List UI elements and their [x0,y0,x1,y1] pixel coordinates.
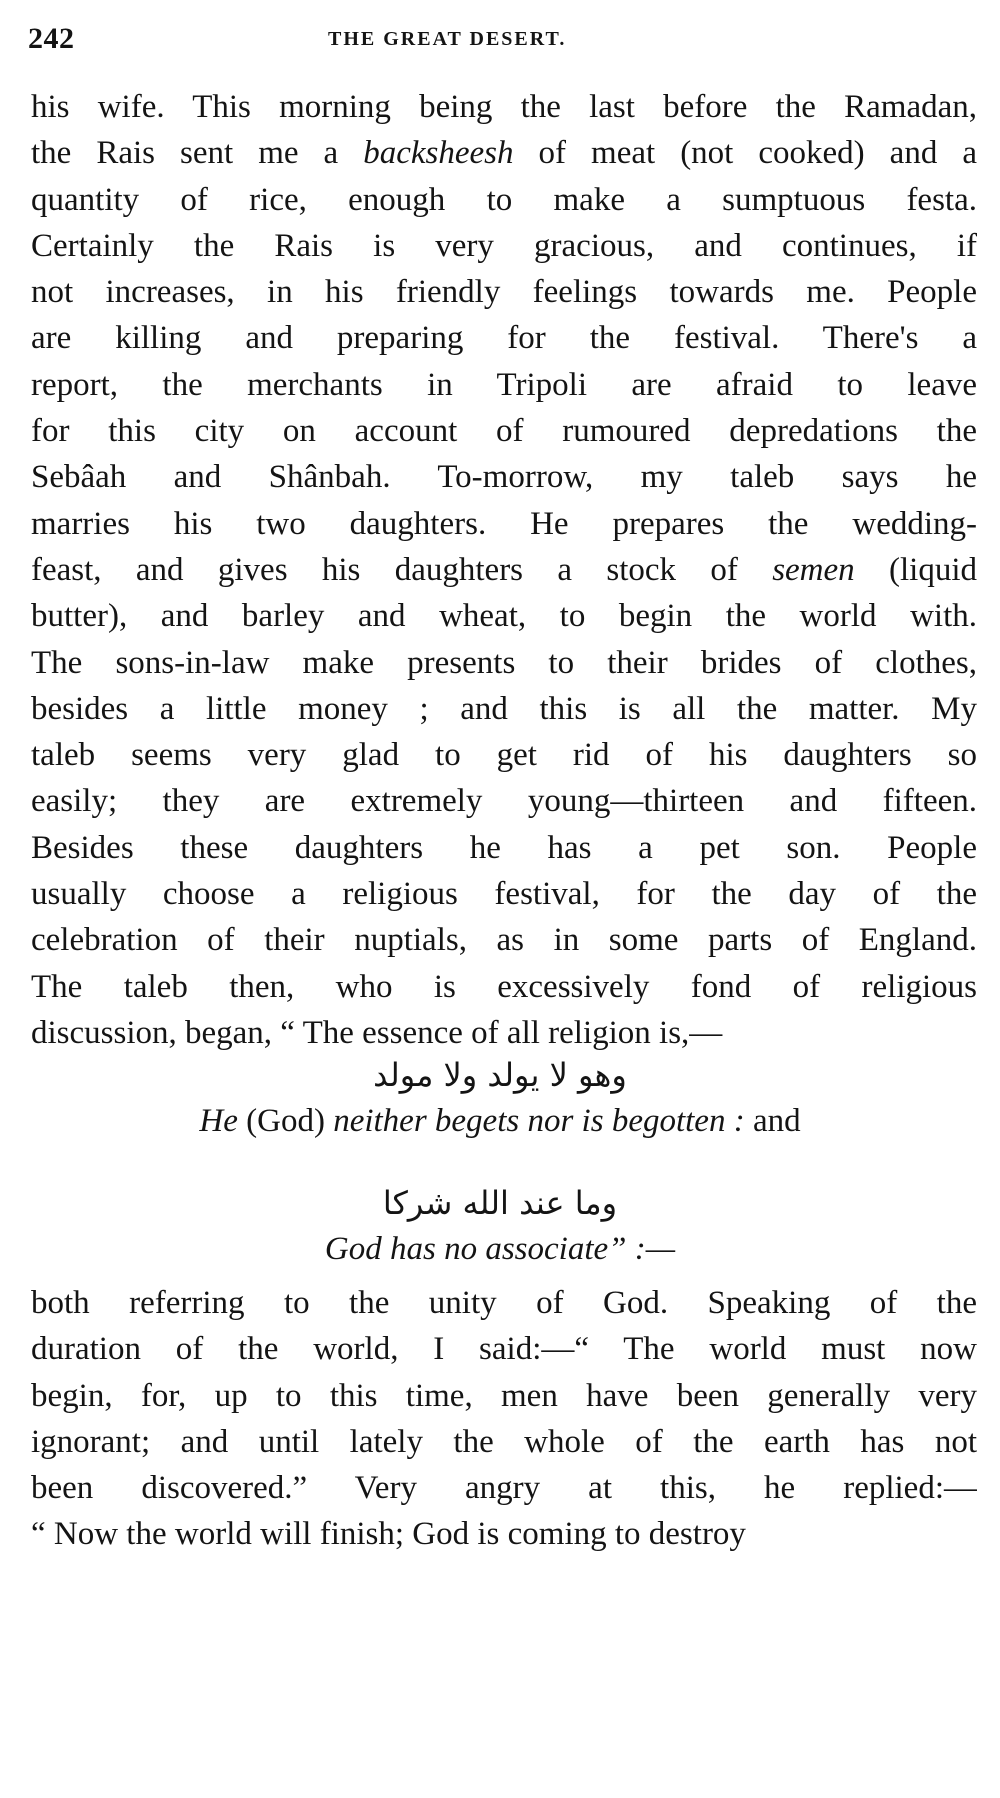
translation-quote-1-and: and [744,1103,801,1139]
quote-2 [0,1180,1000,1272]
text-line-segment: (liquid [854,551,977,588]
text-line [31,501,977,547]
text-line [31,223,977,269]
text-line-segment: both referring to the unity of God. Speaking of the [31,1285,977,1321]
text-line [31,408,977,454]
text-line [31,315,977,361]
text-line-segment: for this city on account of rumoured depredations the [31,413,977,450]
arabic-quote-1: وهو لا يولد ولا مولد [373,1056,627,1094]
text-line-segment: Certainly the Rais is very gracious, and continues, if [31,227,977,264]
text-line-segment: of meat (not cooked) and a [513,135,977,172]
text-line-segment: taleb seems very glad to get rid of his daughters so [31,737,977,774]
translation-quote-2 [0,1226,1000,1272]
translation-quote-1 [0,1098,1000,1144]
running-title: THE GREAT DESERT. [328,28,567,50]
text-line-segment: besides a little money ; and this is all the matter. My [31,690,977,727]
text-line-segment: easily; they are extremely young—thirteen and fifteen. [31,783,977,820]
text-line [31,1280,977,1326]
text-line [31,871,977,917]
paragraph-1 [31,84,977,1056]
text-line-segment: The sons-in-law make presents to their brides of clothes, [31,644,977,681]
italic-term: semen [772,551,855,588]
text-line-segment: feast, and gives his daughters a stock of [31,551,773,588]
text-line [31,454,977,500]
text-line [31,686,977,732]
arabic-quote-2: وما عند الله شركا [382,1184,618,1222]
paragraph-2 [31,1280,977,1558]
page-number: 242 [28,22,75,55]
text-line-segment: marries his two daughters. He prepares the wedding- [31,505,977,542]
text-line [31,732,977,778]
text-line [31,1465,977,1511]
text-line [31,778,977,824]
translation-quote-1-main: neither begets nor is begotten : [333,1103,745,1139]
text-line [31,547,977,593]
text-line-segment: butter), and barley and wheat, to begin the world with. [31,598,977,635]
running-head [28,22,948,62]
text-line [31,177,977,223]
translation-quote-2-main: God has no associate” :— [324,1231,676,1267]
quote-1 [0,1052,1000,1144]
text-line-segment: The taleb then, who is excessively fond of religious [31,968,977,1005]
text-line-segment: ignorant; and until lately the whole of the earth has not [31,1423,977,1460]
text-line [31,1419,977,1465]
text-line-segment: been discovered.” Very angry at this, he replied:— [31,1470,977,1507]
text-line [31,1373,977,1419]
text-line-segment: not increases, in his friendly feelings towards me. People [31,274,977,311]
translation-quote-1-he: He [199,1103,238,1139]
text-line-segment: quantity of rice, enough to make a sumptuous festa. [31,181,977,218]
text-line [31,1326,977,1372]
text-line [31,640,977,686]
translation-quote-1-god: (God) [237,1103,334,1139]
text-line-segment: report, the merchants in Tripoli are afraid to leave [31,366,977,403]
text-line-segment: Sebâah and Shânbah. To-morrow, my taleb says he [31,459,977,496]
text-line [31,1511,977,1557]
text-line [31,269,977,315]
text-line [31,362,977,408]
text-line [31,964,977,1010]
italic-term: backsheesh [363,135,514,172]
text-line [31,825,977,871]
text-line-segment: are killing and preparing for the festival. There's a [31,320,977,357]
text-line-segment: his wife. This morning being the last before the Ramadan, [31,89,977,125]
text-line-segment: “ Now the world will finish; God is coming to destroy [31,1516,746,1553]
text-line-segment: the Rais sent me a [31,135,364,172]
text-line [31,917,977,963]
text-line [31,593,977,639]
text-line-segment: Besides these daughters he has a pet son. People [31,829,977,866]
text-line [31,130,977,176]
text-line-segment: begin, for, up to this time, men have been generally very [31,1377,977,1414]
text-line [31,1010,977,1056]
text-line-segment: usually choose a religious festival, for the day of the [31,876,977,913]
text-line-segment: discussion, began, “ The essence of all religion is,— [31,1014,723,1051]
text-line [31,84,977,130]
text-line-segment: duration of the world, I said:—“ The world must now [31,1331,977,1368]
text-line-segment: celebration of their nuptials, as in some parts of England. [31,922,977,959]
